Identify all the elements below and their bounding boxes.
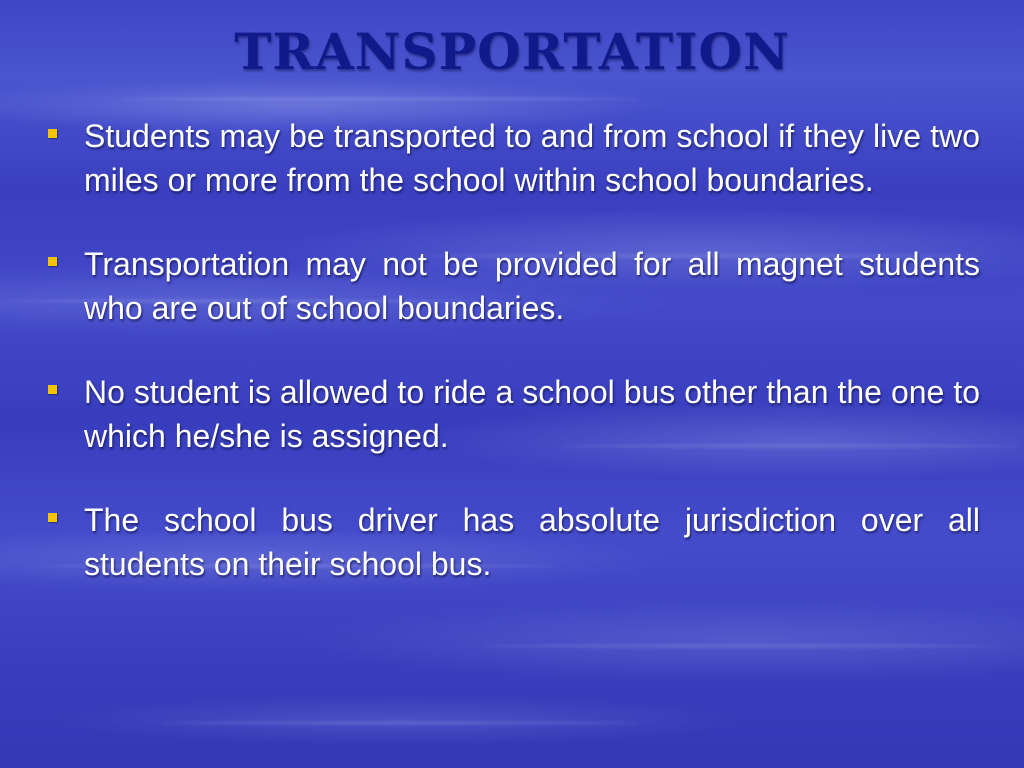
background-streak [120, 98, 640, 100]
bullet-list [44, 114, 980, 626]
square-bullet-icon [48, 513, 57, 522]
background-streak [480, 645, 1000, 647]
slide-title: TRANSPORTATION [234, 22, 790, 81]
bullet-item [44, 370, 980, 458]
bullet-text: The school bus driver has absolute jurisdiction over all students on their school bus. [84, 502, 980, 582]
bullet-text: Transportation may not be provided for all magnet students who are out of school boundaries. [84, 246, 980, 326]
background-streak [160, 722, 640, 724]
bullet-text: Students may be transported to and from school if they live two miles or more from the school within school boundaries. [84, 118, 980, 198]
bullet-item [44, 242, 980, 330]
bullet-item [44, 498, 980, 586]
square-bullet-icon [48, 257, 57, 266]
bullet-text: No student is allowed to ride a school bus other than the one to which he/she is assigned. [84, 374, 980, 454]
square-bullet-icon [48, 385, 57, 394]
square-bullet-icon [48, 129, 57, 138]
bullet-item [44, 114, 980, 202]
